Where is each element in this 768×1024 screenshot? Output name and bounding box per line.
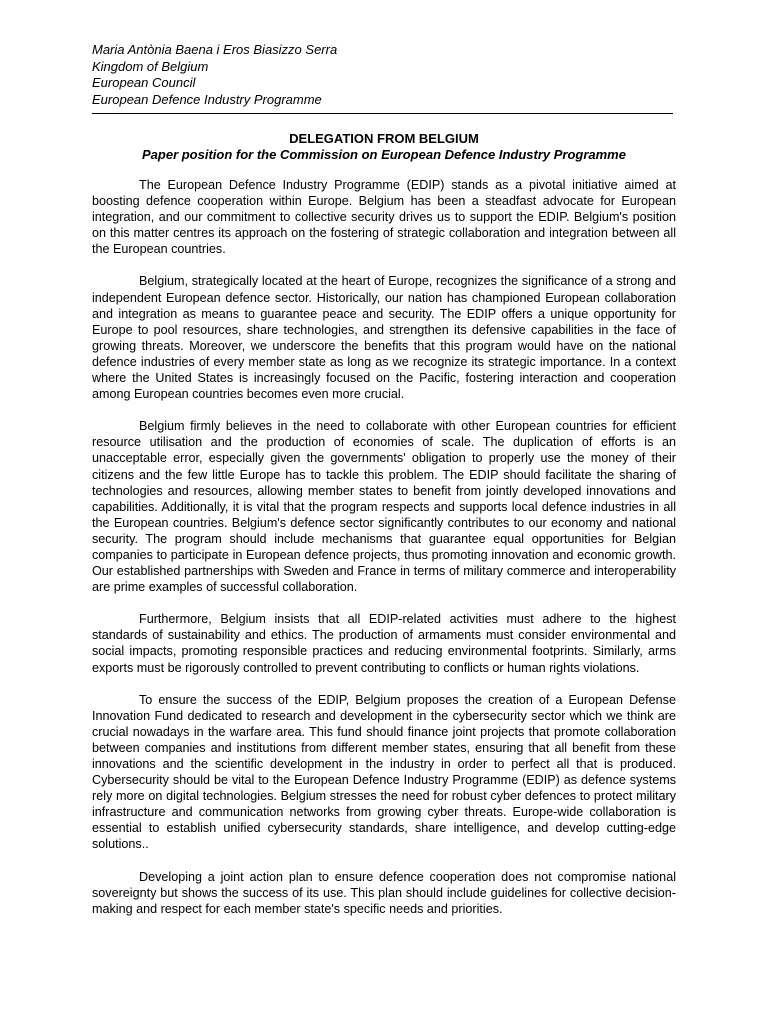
paragraph: The European Defence Industry Programme (EDIP) stands as a pivotal initiative aimed at boosting defence cooperation within Europe. Belgium has been a steadfast advocate for European integration, and our commitment to collective security drives us to support the EDIP. Belgium's position on this matter centres its approach on the fostering of strategic collaboration and integration between all the European countries. [92,178,676,257]
document-subtitle: Paper position for the Commission on European Defence Industry Programme [142,147,626,162]
paragraph: To ensure the success of the EDIP, Belgium proposes the creation of a European Defense Innovation Fund dedicated to research and development in the cybersecurity sector which we think are crucial nowadays in the warfare area. This fund should finance joint projects that promote collaboration between companies and institutions from different member states, ensuring that all benefit from these innovations and the scientific development in the industry in order to perfect all that is produced. Cybersecurity should be vital to the European Defence Industry Programme (EDIP) as defence systems rely more on digital technologies. Belgium stresses the need for robust cyber defences to protect military infrastructure and communication networks from growing cyber threats. Europe-wide collaboration is essential to establish unified cybersecurity standards, share intelligence, and develop cutting-edge solutions.. [92,692,676,852]
paragraph: Belgium, strategically located at the heart of Europe, recognizes the significance of a strong and independent European defence sector. Historically, our nation has championed European collaboration and integration as means to guarantee peace and security. The EDIP offers a unique opportunity for Europe to pool resources, share technologies, and strengthen its defensive capabilities in the face of growing threats. Moreover, we underscore the benefits that this program would have on the national defence industries of every member state as long as we recognize its strategic importance. In a context where the United States is increasingly focused on the Pacific, fostering interaction and cooperation among European countries becomes even more crucial. [92,274,676,402]
header-divider [92,113,673,114]
document-body [92,177,676,917]
header-country: Kingdom of Belgium [92,58,209,74]
header-body: European Council [92,75,196,90]
paragraph: Belgium firmly believes in the need to collaborate with other European countries for efficient resource utilisation and the production of economies of scale. The duplication of efforts is an unacceptable error, especially given the governments' obligation to properly use the money of their citizens and the few little Europe has to tackle this problem. The EDIP should facilitate the sharing of technologies and resources, allowing member states to benefit from jointly developed innovations and capabilities. Additionally, it is vital that the program respects and supports local defence industries in all the European countries. Belgium's defence sector significantly contributes to our economy and national security. The program should include mechanisms that guarantee equal opportunities for Belgian companies to participate in European defence projects, thus promoting innovation and economic growth. Our established partnerships with Sweden and France in terms of military commerce and interoperability are prime examples of successful collaboration. [92,419,676,595]
document-title: DELEGATION FROM BELGIUM [289,131,479,146]
header-committee: European Defence Industry Programme [92,91,322,107]
header-authors: Maria Antònia Baena i Eros Biasizzo Serra [92,42,338,57]
author-header [92,42,676,108]
paragraph: Furthermore, Belgium insists that all EDIP-related activities must adhere to the highest standards of sustainability and ethics. The production of armaments must consider environmental and social impacts, promoting responsible practices and reducing environmental footprints. Similarly, arms exports must be rigorously controlled to prevent contributing to conflicts or human rights violations. [92,612,676,675]
paragraph: Developing a joint action plan to ensure defence cooperation does not compromise national sovereignty but shows the success of its use. This plan should include guidelines for collective decision-making and respect for each member state's specific needs and priorities. [92,869,676,916]
